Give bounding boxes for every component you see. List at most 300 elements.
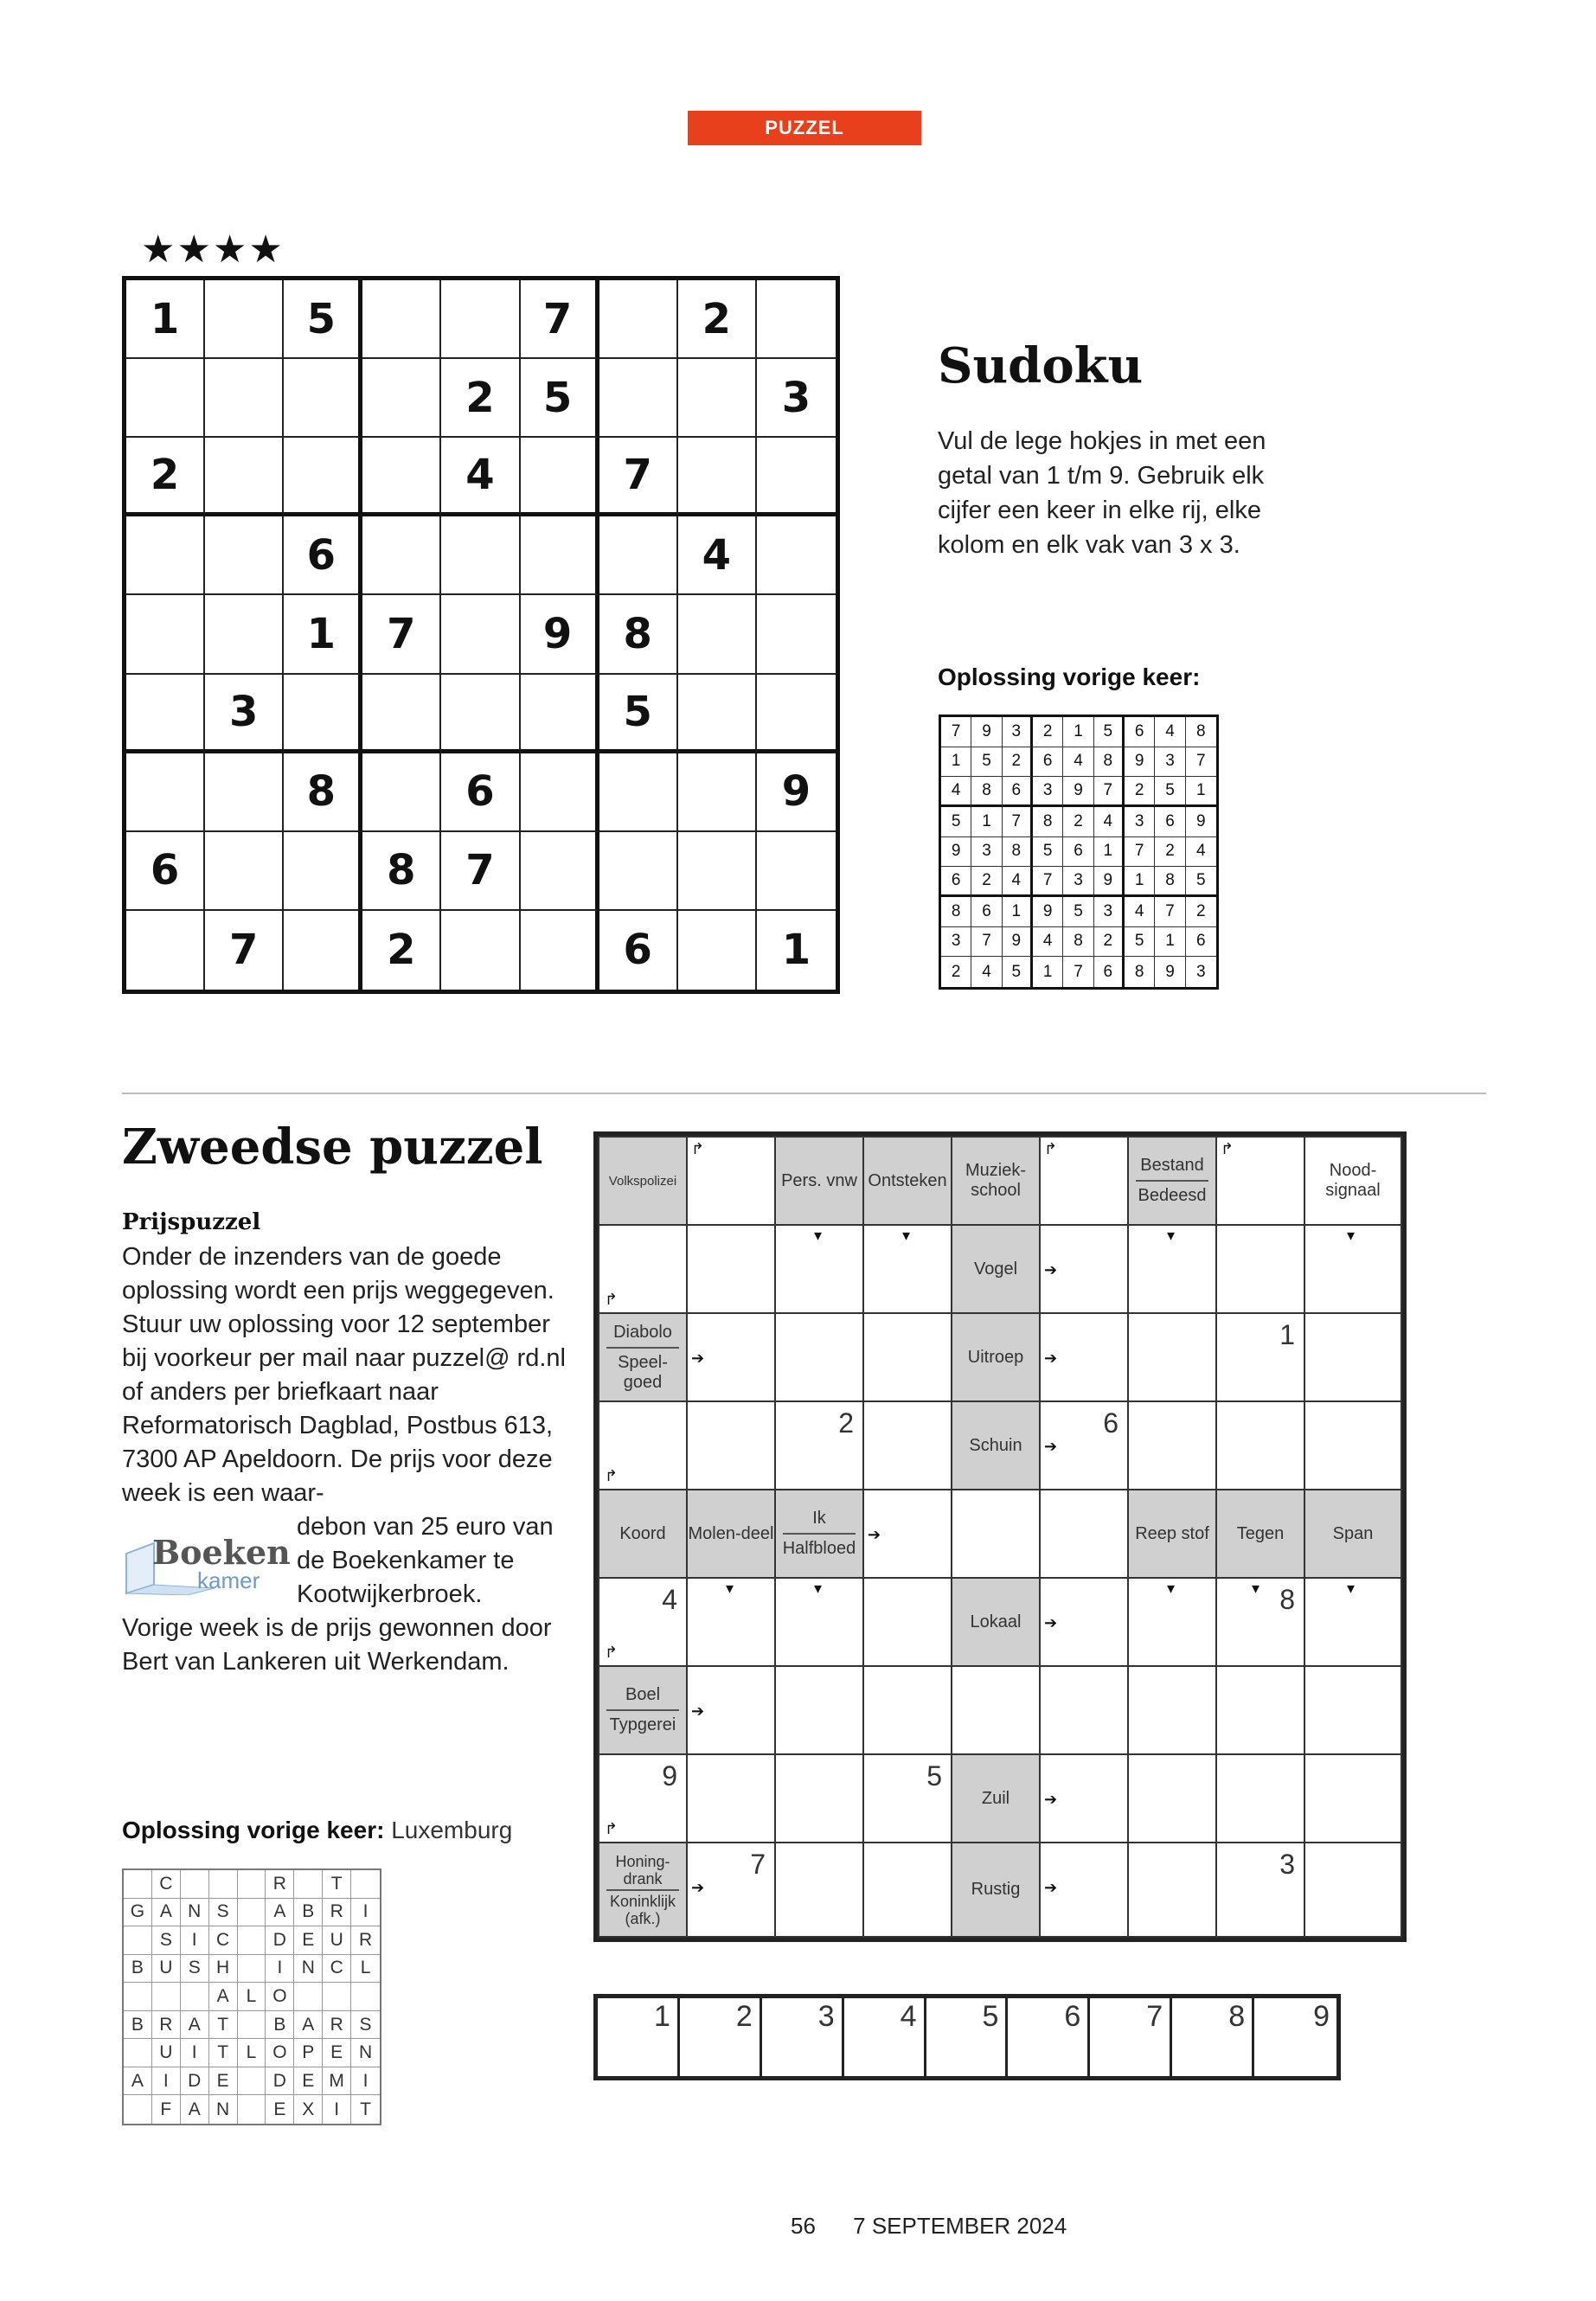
prev-crossword-cell: C [152,1870,181,1899]
solution-cell: 7 [1186,747,1216,778]
sudoku-cell[interactable]: 6 [284,516,362,595]
prev-crossword-cell: A [181,2011,209,2040]
sudoku-cell[interactable] [599,280,678,359]
grid-cell[interactable] [1039,1665,1129,1755]
sudoku-cell[interactable] [521,675,599,753]
clue-cell: Rustig [951,1842,1041,1938]
solution-cell: 9 [1125,747,1155,778]
previous-answer [122,1817,512,1844]
page-number: 56 [791,2213,816,2239]
sudoku-cell[interactable]: 7 [441,832,520,911]
sudoku-cell[interactable] [284,359,362,438]
grid-cell[interactable]: 4 ↱ [598,1577,688,1667]
solution-cell: 2 [1125,777,1155,807]
sudoku-cell[interactable]: 6 [126,832,205,911]
solution-cell: 8 [1003,837,1033,868]
prev-crossword-cell: S [209,1899,238,1927]
solution-cell: 1 [1094,837,1125,868]
prev-crossword-cell: I [181,2039,209,2067]
prev-crossword-cell: A [124,2067,152,2096]
solution-cell: 5 [1155,777,1185,807]
grid-cell[interactable] [1215,1224,1305,1314]
zweedse-title: Zweedse puzzel [122,1118,543,1176]
sudoku-cell[interactable] [362,675,441,753]
answer-box[interactable]: 9 [1313,2000,1330,2033]
sudoku-cell[interactable] [599,516,678,595]
grid-cell[interactable] [1304,1665,1402,1755]
grid-cell[interactable] [862,1400,952,1490]
sudoku-cell[interactable] [205,595,284,674]
grid-cell[interactable]: ➔ [686,1312,776,1402]
sudoku-cell[interactable] [521,832,599,911]
prev-crossword-cell: S [351,2011,380,2040]
grid-cell[interactable] [1127,1400,1217,1490]
sudoku-cell[interactable] [757,280,836,359]
solution-cell: 6 [1094,957,1125,987]
answer-box[interactable]: 7 [1090,1998,1172,2076]
solution-cell: 1 [1186,777,1216,807]
clue-cell: Span [1304,1489,1402,1579]
grid-cell[interactable]: ➔ [1039,1224,1129,1314]
sudoku-cell[interactable]: 2 [362,911,441,990]
sudoku-cell[interactable] [757,675,836,753]
solution-cell: 4 [1063,747,1093,778]
grid-cell[interactable] [774,1312,864,1402]
solution-cell: 4 [941,777,971,807]
prize-text: Onder de inzenders van de goede oplossing wordt een prijs weggegeven. Stuur uw oplossing voor 12 september bij voorkeur per mail naar puzzel@ rd.nl of anders per briefkaart naar Reformatorisch Dagblad, Postbus 613, 7300 AP Apeldoorn. De prijs voor deze week is een waar- [122,1243,566,1507]
prev-crossword-cell: R [323,1899,351,1927]
prev-crossword-cell: D [266,1926,294,1955]
clue-cell: Uitroep [951,1312,1041,1402]
prev-crossword-cell: G [124,1899,152,1927]
sudoku-cell[interactable] [599,753,678,832]
grid-cell[interactable]: ↱ [686,1136,776,1226]
grid-cell[interactable] [862,1842,952,1938]
grid-cell[interactable] [774,1842,864,1938]
prev-crossword-cell [152,1983,181,2011]
sudoku-cell[interactable]: 3 [757,359,836,438]
solution-cell: 6 [941,867,971,897]
clue-cell: Pers. vnw [774,1136,864,1226]
solution-cell: 7 [971,927,1002,958]
sudoku-solution-label: Oplossing vorige keer: [938,663,1201,690]
solution-cell: 7 [1063,957,1093,987]
answer-box[interactable]: 3 [762,1998,844,2076]
clue-cell: Diabolo Speel-goed [598,1312,688,1402]
sudoku-cell[interactable] [441,911,520,990]
solution-cell: 1 [941,747,971,778]
sudoku-cell[interactable] [678,595,757,674]
sudoku-cell[interactable] [362,753,441,832]
solution-cell: 8 [1125,957,1155,987]
sudoku-cell[interactable] [678,753,757,832]
answer-box[interactable]: 5 [926,1998,1009,2076]
sudoku-cell[interactable]: 4 [678,516,757,595]
grid-cell[interactable] [1127,1753,1217,1843]
sudoku-cell[interactable] [521,911,599,990]
sudoku-cell[interactable] [205,832,284,911]
grid-cell[interactable]: ↱ [1039,1136,1129,1226]
grid-cell[interactable] [1215,1665,1305,1755]
prev-crossword-cell: U [152,2039,181,2067]
solution-cell: 2 [1063,807,1093,837]
sudoku-cell[interactable]: 2 [126,438,205,516]
sudoku-cell[interactable] [362,438,441,516]
solution-cell: 7 [1155,897,1185,927]
grid-cell[interactable] [1304,1312,1402,1402]
prev-crossword-cell [294,1870,323,1899]
prev-crossword-cell: L [238,2039,266,2067]
section-divider [122,1093,1486,1094]
sudoku-cell[interactable] [441,516,520,595]
prev-crossword-cell [209,1870,238,1899]
sudoku-solution-grid [939,715,1219,990]
prev-crossword-cell [238,2067,266,2096]
prev-crossword-cell: I [181,1926,209,1955]
prev-crossword-cell: O [266,1983,294,2011]
prev-crossword-cell: I [266,1955,294,1984]
grid-cell[interactable]: 9 ↱ [598,1753,688,1843]
sudoku-cell[interactable] [205,438,284,516]
prev-crossword-cell [181,1983,209,2011]
prev-crossword-cell: T [360,2099,371,2119]
grid-cell[interactable]: ➔ [1039,1577,1129,1667]
prev-crossword-cell: L [238,1983,266,2011]
sudoku-cell[interactable] [205,516,284,595]
prev-crossword-cell: A [209,1983,238,2011]
prev-crossword-cell: X [294,2095,323,2124]
sudoku-cell[interactable] [126,911,205,990]
sudoku-cell[interactable]: 7 [362,595,441,674]
clue-cell: Ontsteken [862,1136,952,1226]
grid-cell[interactable]: ➔ [1039,1842,1129,1938]
solution-cell: 5 [1063,897,1093,927]
prev-crossword-cell: A [152,1899,181,1927]
solution-cell: 9 [1155,957,1185,987]
sudoku-instructions: Vul de lege hokjes in met een getal van 1 t/m 9. Gebruik elk cijfer een keer in elke rij, elke kolom en elk vak van 3 x 3. [938,427,1266,559]
grid-cell[interactable] [1039,1489,1129,1579]
section-tag: PUZZEL [688,111,921,145]
winner-text: Vorige week is de prijs gewonnen door Bert van Lankeren uit Werkendam. [122,1614,552,1676]
grid-cell[interactable]: ▾ [862,1224,952,1314]
grid-cell[interactable]: ▾ [774,1224,864,1314]
sudoku-cell[interactable] [284,832,362,911]
solution-cell: 4 [1186,837,1216,868]
solution-cell: 2 [1155,837,1185,868]
sudoku-cell[interactable]: 9 [521,595,599,674]
prev-crossword-cell: E [294,1926,323,1955]
prev-crossword-cell: E [266,2095,294,2124]
sudoku-cell[interactable] [521,516,599,595]
solution-cell: 1 [971,807,1002,837]
solution-cell: 1 [1033,957,1063,987]
clue-cell: Boel Typgerei [598,1665,688,1755]
grid-cell[interactable]: ➔ 6 [1039,1400,1129,1490]
solution-cell: 9 [941,837,971,868]
sudoku-cell[interactable] [678,911,757,990]
solution-cell: 2 [1186,897,1216,927]
clue-cell: Zuil [951,1753,1041,1843]
sudoku-cell[interactable] [678,832,757,911]
sudoku-cell[interactable] [126,595,205,674]
sudoku-cell[interactable]: 1 [781,926,811,975]
solution-cell: 9 [1003,927,1033,958]
grid-cell[interactable] [1127,1312,1217,1402]
grid-cell[interactable] [1215,1753,1305,1843]
solution-cell: 8 [1186,717,1216,747]
prize-description: debon van 25 euro van de Boekenkamer te Kootwijkerbroek. [297,1513,554,1608]
sudoku-cell[interactable] [362,516,441,595]
grid-cell[interactable] [862,1312,952,1402]
solution-cell: 8 [1094,747,1125,778]
grid-cell[interactable] [686,1224,776,1314]
clue-cell: Muziek-school [951,1136,1041,1226]
sudoku-cell[interactable]: 3 [205,675,284,753]
sudoku-cell[interactable] [126,516,205,595]
prev-crossword-cell: N [351,2039,380,2067]
clue-cell: Koord [598,1489,688,1579]
sudoku-cell[interactable] [362,359,441,438]
prev-crossword-cell [238,1926,266,1955]
sudoku-cell[interactable]: 5 [284,280,362,359]
sudoku-cell[interactable] [757,438,836,516]
sudoku-cell[interactable] [599,832,678,911]
sudoku-cell[interactable] [757,832,836,911]
sudoku-cell[interactable]: 1 [126,280,205,359]
grid-cell[interactable]: ▾ [686,1577,776,1667]
sudoku-cell[interactable] [205,359,284,438]
sudoku-cell[interactable] [126,753,205,832]
grid-cell[interactable] [862,1665,952,1755]
sudoku-cell[interactable]: 6 [599,911,678,990]
sudoku-cell[interactable] [757,595,836,674]
prev-crossword-cell: S [152,1926,181,1955]
answer-box[interactable]: 4 [844,1998,926,2076]
grid-cell[interactable]: 1 [1215,1312,1305,1402]
sudoku-cell[interactable]: 2 [441,359,520,438]
prev-crossword-cell [124,1983,152,2011]
grid-cell[interactable]: ▾ [1304,1577,1402,1667]
solution-cell: 6 [971,897,1002,927]
grid-cell[interactable]: ▾ 8 [1215,1577,1305,1667]
prev-crossword-cell: N [294,1955,323,1984]
sudoku-cell[interactable] [521,438,599,516]
sudoku-cell[interactable]: 8 [284,753,362,832]
grid-cell[interactable]: ➔ 7 [686,1842,776,1938]
prev-crossword-cell: B [294,1899,323,1927]
prev-crossword-cell [238,2095,266,2124]
sudoku-cell[interactable] [521,753,599,832]
sudoku-cell[interactable]: 7 [521,280,599,359]
sudoku-cell[interactable] [284,911,362,990]
clue-cell: Tegen [1215,1489,1305,1579]
solution-cell: 5 [971,747,1002,778]
sudoku-cell[interactable]: 2 [678,280,757,359]
solution-cell: 9 [1186,807,1216,837]
sudoku-cell[interactable]: 7 [205,911,284,990]
boekenkamer-logo [119,1531,291,1595]
solution-cell: 2 [1033,717,1063,747]
solution-cell: 6 [1155,807,1185,837]
prev-crossword-cell [124,1926,152,1955]
prev-crossword-cell: T [323,1870,351,1899]
solution-cell: 3 [971,837,1002,868]
grid-cell[interactable] [862,1577,952,1667]
sudoku-cell[interactable]: 9 [757,753,836,832]
grid-cell[interactable]: ▾ [1304,1224,1402,1314]
prev-crossword-cell: B [124,1955,152,1984]
sudoku-cell[interactable]: 8 [599,595,678,674]
prev-crossword-cell: B [266,2011,294,2040]
grid-cell[interactable]: ↱ [598,1224,688,1314]
prev-crossword-cell: E [323,2039,351,2067]
prize-heading: Prijspuzzel [122,1209,261,1235]
answer-box[interactable]: 6 [1008,1998,1090,2076]
grid-cell[interactable]: ↱ [1215,1136,1305,1226]
prev-crossword-cell [238,2011,266,2040]
sudoku-cell[interactable] [284,675,362,753]
sudoku-cell[interactable] [678,675,757,753]
solution-cell: 4 [1155,717,1185,747]
prev-crossword-cell [351,1983,380,2011]
sudoku-cell[interactable] [599,359,678,438]
solution-cell: 4 [1033,927,1063,958]
prev-crossword-cell [238,1870,266,1899]
prev-crossword-cell: N [209,2095,238,2124]
solution-cell: 8 [1063,927,1093,958]
solution-cell: 6 [1186,927,1216,958]
sudoku-cell[interactable] [678,359,757,438]
solution-cell: 9 [1033,897,1063,927]
grid-cell[interactable] [1127,1842,1217,1938]
answer-box[interactable]: 1 [598,1998,680,2076]
clue-cell: Volkspolizei [598,1136,688,1226]
sudoku-cell[interactable]: 4 [441,438,520,516]
prev-crossword-cell: R [266,1870,294,1899]
answer-box[interactable]: 2 [680,1998,762,2076]
sudoku-cell[interactable] [126,359,205,438]
solution-cell: 4 [971,957,1002,987]
grid-cell[interactable] [1304,1400,1402,1490]
prev-crossword-cell: S [181,1955,209,1984]
solution-cell: 6 [1125,717,1155,747]
solution-cell: 3 [941,927,971,958]
noodsignaal-clue-cell: Nood-signaal [1304,1136,1402,1226]
logo-text-kamer: kamer [197,1567,260,1593]
grid-cell[interactable]: ➔ [862,1489,952,1579]
grid-cell[interactable] [686,1400,776,1490]
solution-cell: 4 [1003,867,1033,897]
grid-cell[interactable]: ▾ [1127,1224,1217,1314]
prev-crossword-cell: M [323,2067,351,2096]
answer-strip [593,1994,1341,2080]
grid-cell[interactable] [1304,1753,1402,1843]
grid-cell[interactable]: 5 [862,1753,952,1843]
grid-cell[interactable]: ➔ [1039,1312,1129,1402]
grid-cell[interactable] [951,1665,1041,1755]
sudoku-cell[interactable] [678,438,757,516]
sudoku-cell[interactable] [284,438,362,516]
grid-cell[interactable]: 3 [1215,1842,1305,1938]
grid-cell[interactable] [686,1753,776,1843]
issue-date: 7 SEPTEMBER 2024 [853,2213,1067,2239]
solution-cell: 7 [1033,867,1063,897]
grid-cell[interactable] [774,1665,864,1755]
solution-cell: 2 [971,867,1002,897]
sudoku-cell[interactable]: 1 [284,595,362,674]
prev-crossword-cell [124,2095,152,2124]
solution-cell: 5 [1003,957,1033,987]
previous-crossword-grid [122,1868,381,2125]
answer-box[interactable]: 8 [1172,1998,1254,2076]
sudoku-cell[interactable]: 8 [362,832,441,911]
prev-crossword-cell [124,1870,152,1899]
solution-cell: 8 [971,777,1002,807]
sudoku-cell[interactable] [441,675,520,753]
grid-cell[interactable] [951,1489,1041,1579]
prev-crossword-cell: A [266,1899,294,1927]
grid-cell[interactable]: ▾ [1127,1577,1217,1667]
page-footer [791,2213,1067,2240]
swedish-puzzle-grid [593,1131,1407,1942]
solution-cell: 9 [971,717,1002,747]
grid-cell[interactable]: ↱ [598,1400,688,1490]
prev-crossword-cell [181,1870,209,1899]
solution-cell: 5 [1033,837,1063,868]
prev-crossword-cell: L [351,1955,380,1984]
sudoku-cell[interactable]: 6 [441,753,520,832]
prev-crossword-cell: R [323,2011,351,2040]
sudoku-cell[interactable]: 5 [521,359,599,438]
solution-cell: 1 [1063,717,1093,747]
clue-cell: Ik Halfbloed [774,1489,864,1579]
grid-cell[interactable] [1215,1400,1305,1490]
prev-crossword-cell: A [181,2095,209,2124]
solution-cell: 7 [941,717,971,747]
sudoku-cell[interactable] [441,280,520,359]
solution-cell: 2 [941,957,971,987]
solution-cell: 7 [1125,837,1155,868]
grid-cell[interactable]: 2 [774,1400,864,1490]
grid-cell[interactable]: ➔ [686,1665,776,1755]
grid-cell[interactable] [1304,1842,1402,1938]
sudoku-cell[interactable] [205,753,284,832]
prev-crossword-cell: P [294,2039,323,2067]
sudoku-cell[interactable] [757,516,836,595]
grid-cell[interactable]: ▾ [774,1577,864,1667]
grid-cell[interactable]: ➔ [1039,1753,1129,1843]
sudoku-cell[interactable]: 7 [599,438,678,516]
prev-crossword-cell: R [351,1926,380,1955]
prev-crossword-cell: B [124,2011,152,2040]
solution-cell: 5 [941,807,971,837]
sudoku-cell[interactable] [362,280,441,359]
previous-answer-label: Oplossing vorige keer: [122,1817,385,1843]
clue-cell: Bestand Bedeesd [1127,1136,1217,1226]
sudoku-cell[interactable] [205,280,284,359]
sudoku-cell[interactable]: 5 [599,675,678,753]
prev-crossword-cell: E [209,2067,238,2096]
sudoku-cell[interactable] [441,595,520,674]
solution-cell: 1 [1155,927,1185,958]
grid-cell[interactable] [774,1753,864,1843]
prev-crossword-cell: N [181,1899,209,1927]
solution-cell: 8 [1155,867,1185,897]
solution-cell: 9 [1094,867,1125,897]
grid-cell[interactable] [1127,1665,1217,1755]
sudoku-cell[interactable] [126,675,205,753]
solution-cell: 6 [1033,747,1063,778]
